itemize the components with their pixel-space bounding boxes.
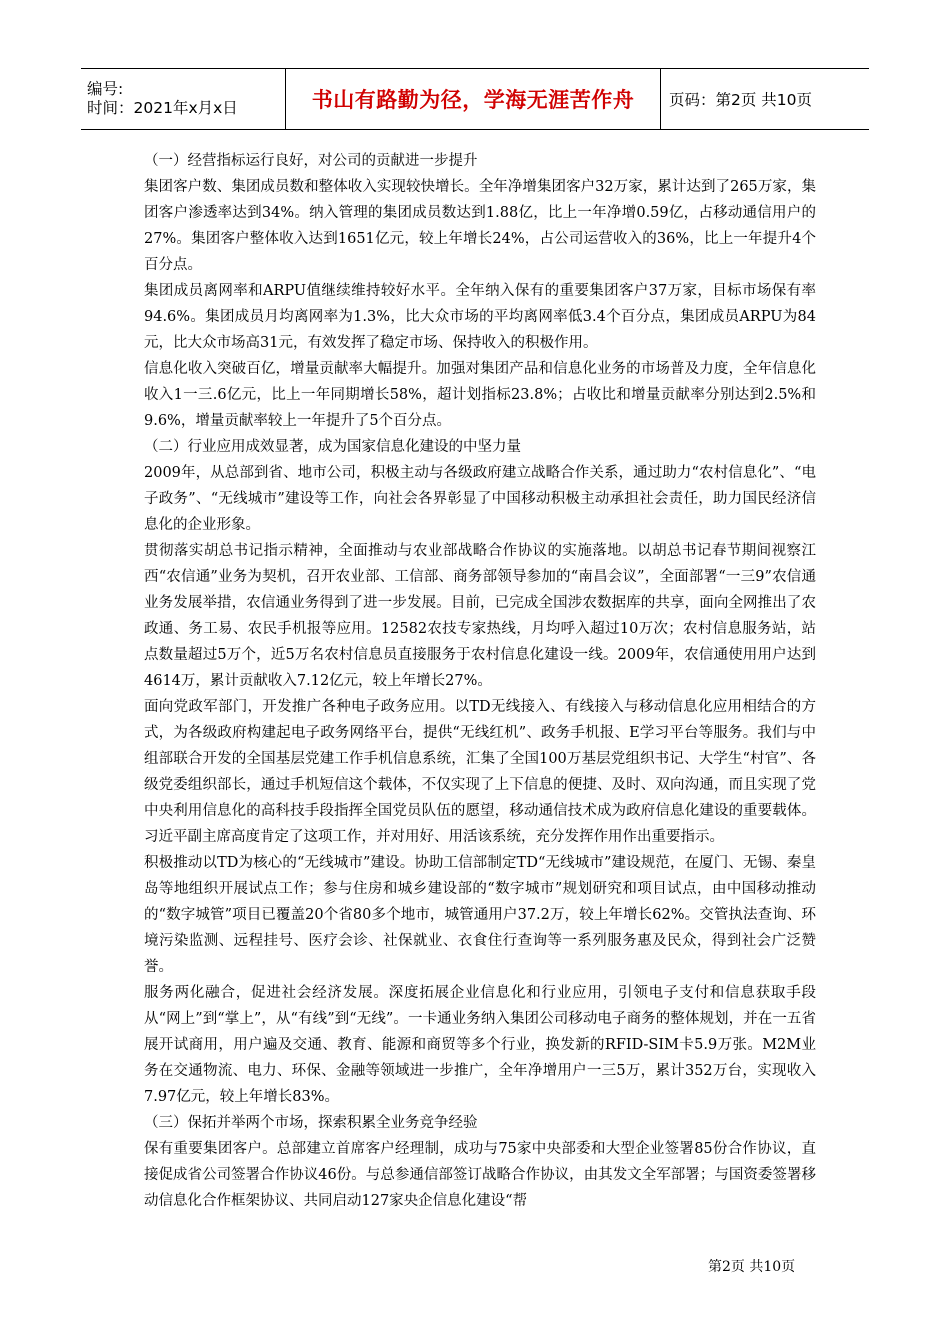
paragraph: 积极推动以TD为核心的“无线城市”建设。协助工信部制定TD“无线城市”建设规范，在厦门、无锡、秦皇岛等地组织开展试点工作；参与住房和城乡建设部的“数字城市”规划研究和项目试点，由中国移动推动的“数字城管”项目已覆盖20个省80多个地市，城管通用户37.2万，较上年增长62%。交管执法查询、环境污染监测、远程挂号、医疗会诊、社保就业、衣食住行查询等一系列服务惠及民众，得到社会广泛赞誉。 bbox=[144, 855, 816, 975]
motto: 书山有路勤为径，学海无涯苦作舟 bbox=[311, 88, 635, 112]
section-heading: （一）经营指标运行良好，对公司的贡献进一步提升 bbox=[144, 153, 478, 169]
header-page-cell bbox=[661, 69, 869, 129]
body-text bbox=[144, 148, 816, 1214]
section-heading: （二）行业应用成效显著，成为国家信息化建设的中坚力量 bbox=[144, 439, 521, 455]
page-header bbox=[81, 68, 869, 130]
paragraph: 2009年，从总部到省、地市公司，积极主动与各级政府建立战略合作关系，通过助力“农村信息化”、“电子政务”、“无线城市”建设等工作，向社会各界彰显了中国移动积极主动承担社会责任，助力国民经济信息化的企业形象。 bbox=[144, 465, 816, 533]
paragraph: 集团客户数、集团成员数和整体收入实现较快增长。全年净增集团客户32万家，累计达到了265万家，集团客户渗透率达到34%。纳入管理的集团成员数达到1.88亿，比上一年净增0.59亿，占移动通信用户的27%。集团客户整体收入达到1651亿元，较上年增长24%，占公司运营收入的36%，比上一年提升4个百分点。 bbox=[144, 179, 816, 273]
time-label: 时间：2021年x月x日 bbox=[87, 99, 238, 117]
paragraph: 集团成员离网率和ARPU值继续维持较好水平。全年纳入保有的重要集团客户37万家，目标市场保有率94.6%。集团成员月均离网率为1.3%，比大众市场的平均离网率低3.4个百分点，集团成员ARPU为84元，比大众市场高31元，有效发挥了稳定市场、保持收入的积极作用。 bbox=[144, 283, 816, 351]
section-heading: （三）保拓并举两个市场，探索积累全业务竞争经验 bbox=[144, 1115, 478, 1131]
header-meta bbox=[81, 69, 286, 129]
page-label: 页码：第2页 共10页 bbox=[669, 91, 813, 109]
paragraph: 保有重要集团客户。总部建立首席客户经理制，成功与75家中央部委和大型企业签署85份合作协议，直接促成省公司签署合作协议46份。与总参通信部签订战略合作协议，由其发文全军部署；与国资委签署移动信息化合作框架协议、共同启动127家央企信息化建设“帮 bbox=[144, 1141, 816, 1209]
page-footer: 第2页 共10页 bbox=[708, 1259, 796, 1275]
paragraph: 面向党政军部门，开发推广各种电子政务应用。以TD无线接入、有线接入与移动信息化应用相结合的方式，为各级政府构建起电子政务网络平台，提供“无线红机”、政务手机报、E学习平台等服务。我们与中组部联合开发的全国基层党建工作手机信息系统，汇集了全国100万基层党组织书记、大学生“村官”、各级党委组织部长，通过手机短信这个载体，不仅实现了上下信息的便捷、及时、双向沟通，而且实现了党中央利用信息化的高科技手段指挥全国党员队伍的愿望，移动通信技术成为政府信息化建设的重要载体。习近平副主席高度肯定了这项工作，并对用好、用活该系统，充分发挥作用作出重要指示。 bbox=[144, 699, 816, 845]
paragraph: 服务两化融合，促进社会经济发展。深度拓展企业信息化和行业应用，引领电子支付和信息获取手段从“网上”到“掌上”，从“有线”到“无线”。一卡通业务纳入集团公司移动电子商务的整体规划，并在一五省展开试商用，用户遍及交通、教育、能源和商贸等多个行业，换发新的RFID-SIM卡5.9万张。M2M业务在交通物流、电力、环保、金融等领域进一步推广，全年净增用户一三5万，累计352万台，实现收入7.97亿元，较上年增长83%。 bbox=[144, 985, 816, 1105]
number-label: 编号: bbox=[87, 80, 124, 98]
paragraph: 贯彻落实胡总书记指示精神，全面推动与农业部战略合作协议的实施落地。以胡总书记春节期间视察江西“农信通”业务为契机，召开农业部、工信部、商务部领导参加的“南昌会议”，全面部署“一三9”农信通业务发展举措，农信通业务得到了进一步发展。目前，已完成全国涉农数据库的共享，面向全网推出了农政通、务工易、农民手机报等应用。12582农技专家热线，月均呼入超过10万次；农村信息服务站，站点数量超过5万个，近5万名农村信息员直接服务于农村信息化建设一线。2009年，农信通使用用户达到4614万，累计贡献收入7.12亿元，较上年增长27%。 bbox=[144, 543, 816, 689]
header-motto-cell bbox=[286, 69, 661, 129]
paragraph: 信息化收入突破百亿，增量贡献率大幅提升。加强对集团产品和信息化业务的市场普及力度，全年信息化收入1一三.6亿元，比上一年同期增长58%，超计划指标23.8%；占收比和增量贡献率分别达到2.5%和9.6%，增量贡献率较上一年提升了5个百分点。 bbox=[144, 361, 816, 429]
